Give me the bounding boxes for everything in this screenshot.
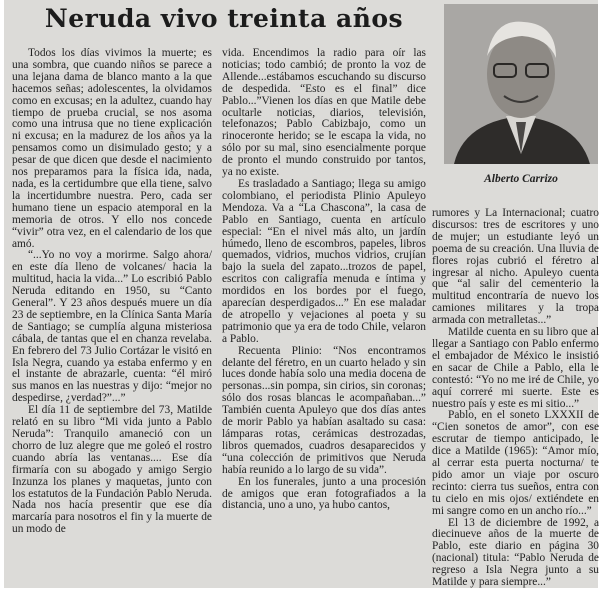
newspaper-clipping xyxy=(4,0,598,588)
paragraph: Pablo, en el soneto LXXXII de “Cien sonetos de amor”, con ese escrutar de tiempo anticipado, le dice a Matilde (1965): “Amor mío, al cerrar esta puerta nocturna/ te pido amor un viaje por oscuro recinto: cierra tus sueños, entra con tu cielo en mis ojos/ extiéndete en mi sangre como en un ancho río...” xyxy=(432,409,599,517)
column-3 xyxy=(432,208,599,589)
paragraph: El día 11 de septiembre del 73, Matilde relató en su libro “Mi vida junto a Pablo Neruda”: Tranquilo amaneció con un chorro de luz alegre que me goleó el rostro cuando abría las ventanas.... Ese día firmaría con su abogado y amigo Sergio Inzunza los planes y maquetas, junto con los estatutos de la Fundación Pablo Neruda. Nada nos hacía presentir que ese día marcaría para nosotros el fin y la muerte de un modo de xyxy=(12,404,212,536)
paragraph: Matilde cuenta en su libro que al llegar a Santiago con Pablo enfermo el embajador de México le insistió en sacar de Chile a Pablo, ella le contestó: “Yo no me iré de Chile, yo aquí correré mi suerte. Este es nuestro país y este es mi sitio...” xyxy=(432,326,599,410)
paragraph: Es trasladado a Santiago; llega su amigo colombiano, el periodista Plinio Apuleyo Mendoza. Va a “La Chascona”, la casa de Pablo en Santiago, cuenta en artículo especial: “En el nivel más alto, un jardín húmedo, lleno de escombros, papeles, libros quemados, vidrios, muchos vidrios, crujían bajo la suela del zapato...trozos de papel, escritos con caligrafía menuda e íntima y mordidos en los bordes por el fuego, aparecían desperdigados...” En ese maladar de atropello y vejaciones al poeta y su patrimonio que ya era de todo Chile, velaron a Pablo. xyxy=(222,177,426,345)
author-photo xyxy=(444,4,598,164)
portrait-image xyxy=(444,4,598,164)
column-1 xyxy=(12,48,212,536)
paragraph: rumores y La Internacional; cuatro discursos: tres de escritores y uno de mujer; un estudiante leyó un poema de su creación. Una lluvia de flores rojas cubrió el féretro al ingresar al nicho. Apuleyo cuenta que “al salir del cementerio la multitud encontraría de nuevo los camiones militares y la tropa armada con metralletas...” xyxy=(432,207,599,327)
photo-caption: Alberto Carrizo xyxy=(484,173,558,185)
article-title: Neruda vivo treinta años xyxy=(44,4,404,33)
paragraph: Todos los días vivimos la muerte; es una sombra, que cuando niños se parece a una lejana dama de blanco manto a la que hacemos señas; adolescentes, la olvidamos como en excusas; en la adultez, cuando hay tiempo de prueba crucial, se nos asoma como una intrusa que no tiene explicación ni excusa; en la madurez de los años ya la pensamos como un disimulado gesto; y a pesar de que dicen que desde el nacimiento nos preparamos para la física ida, nada, nada, es la certidumbre que ella tiene, salvo la incertidumbre nuestra. Pero, cada ser humano tiene un espacio atemporal en la memoria de otros. Y ello nos concede “vivir” otra vez, en el calendario de los que amó. xyxy=(12,47,212,250)
paragraph: “...Yo no voy a morirme. Salgo ahora/ en este día lleno de volcanes/ hacia la multitud, hacia la vida...” Lo escribió Pablo Neruda editando en 1950, su “Canto General”. Y 23 años después muere un día 23 de septiembre, en la Clínica Santa María de Santiago; se cumplía alguna misteriosa cábala, de tantas que el en chanza revelaba. En febrero del 73 Julio Cortázar le visitó en Isla Negra, cuando ya estaba enfermo y en el instante de abrazarle, cuenta: “él miró sus manos en las nuestras y dijo: “mejor no despedirse, ¿verdad?”...” xyxy=(12,249,212,405)
column-2 xyxy=(222,48,426,512)
paragraph: El 13 de diciembre de 1992, a diecinueve años de la muerte de Pablo, este diario en página 30 (nacional) titula: “Pablo Neruda de regreso a Isla Negra junto a su Matilde y para siempre...” xyxy=(432,516,599,589)
paragraph: Recuenta Plinio: “Nos encontramos delante del féretro, en un cuarto helado y sin luces donde había solo una media docena de personas...sin pompa, sin cirios, sin coronas; sólo dos rosas blancas le acompañaban...” También cuenta Apuleyo que dos días antes de morir Pablo ya habían asaltado su casa: lámparas rotas, cerámicas destrozadas, libros quemados, cuadros desaparecidos y “una colección de primitivos que Neruda había reunido a lo largo de su vida”. xyxy=(222,344,426,476)
paragraph: vida. Encendimos la radio para oír las noticias; todo cambió; de pronto la voz de Allende...estábamos escuchando su discurso de despedida. “Esto es el final” dice Pablo...”Vienen los días en que Matile debe ocultarle noticias, diarios, televisión, telefonazos; Pablo Cabizbajo, como un rinoceronte herido; se le escapa la vida, no sólo por su mal, sino esencialmente porque de pronto el mundo construido por tantos, ya no existe. xyxy=(222,47,426,179)
paragraph: En los funerales, junto a una procesión de amigos que eran fotografiados a la distancia, uno a uno, ya hubo cantos, xyxy=(222,475,426,512)
